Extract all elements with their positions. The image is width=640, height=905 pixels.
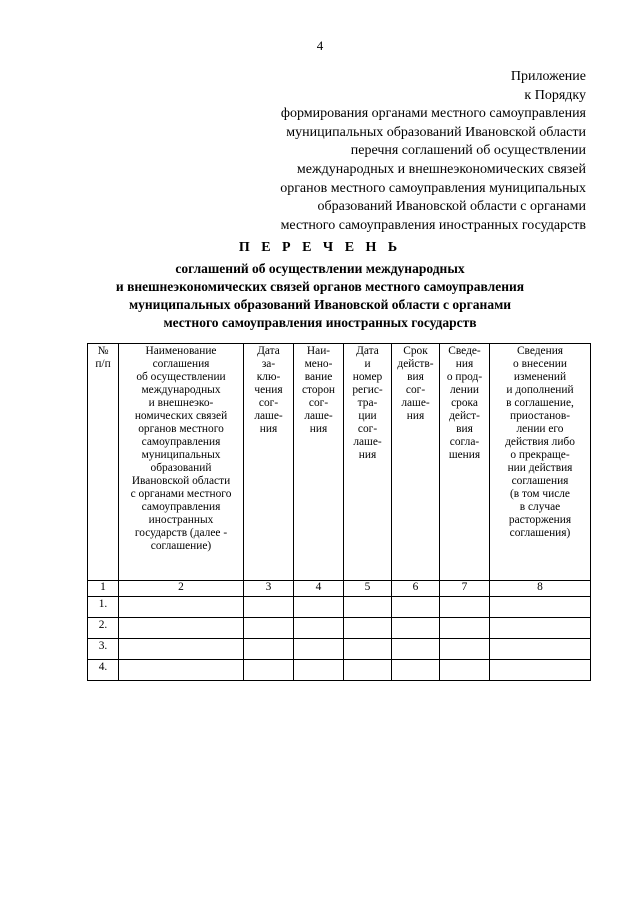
header-line: № xyxy=(97,345,109,357)
appendix-line: местного самоуправления иностранных государств xyxy=(280,217,586,233)
appendix-line: к Порядку xyxy=(524,87,586,103)
table-cell xyxy=(392,660,440,681)
header-line: с органами местного xyxy=(130,488,232,500)
header-line: регис- xyxy=(352,384,383,396)
subtitle-line: и внешнеэкономических связей органов местного самоуправления xyxy=(115,279,525,294)
header-line: муниципальных xyxy=(141,449,221,461)
header-line: согла- xyxy=(449,436,480,448)
table-cell xyxy=(440,660,490,681)
header-line: ния xyxy=(455,358,474,370)
header-line: Наи- xyxy=(306,345,331,357)
header-line: Наименование xyxy=(145,345,217,357)
header-line: лении xyxy=(449,384,480,396)
header-line: ции xyxy=(358,410,377,422)
row-number: 2. xyxy=(88,618,119,639)
header-line: номер xyxy=(352,371,383,383)
table-cell xyxy=(294,639,344,660)
table-cell xyxy=(490,618,591,639)
table-cell xyxy=(244,639,294,660)
table-cell xyxy=(440,597,490,618)
header-line: и xyxy=(364,358,371,370)
table-cell xyxy=(392,597,440,618)
subtitle-line: муниципальных образований Ивановской области с органами xyxy=(128,297,512,312)
table-cell xyxy=(392,618,440,639)
header-cell-extension xyxy=(440,344,490,581)
header-line: вия xyxy=(456,423,473,435)
header-line: о прод- xyxy=(446,371,483,383)
header-line: за- xyxy=(261,358,276,370)
header-line: международных xyxy=(141,384,221,396)
appendix-block xyxy=(280,68,586,235)
header-line: сог- xyxy=(357,423,378,435)
header-line: Срок xyxy=(403,345,428,357)
header-line: приостанов- xyxy=(509,410,571,422)
table-cell xyxy=(344,597,392,618)
row-number: 3. xyxy=(88,639,119,660)
header-line: соглашения xyxy=(511,475,569,487)
header-line: лаше- xyxy=(304,410,333,422)
column-number: 5 xyxy=(344,581,392,597)
header-line: государств (далее - xyxy=(134,527,228,539)
appendix-line: муниципальных образований Ивановской области xyxy=(286,124,586,140)
header-line: самоуправления xyxy=(141,501,221,513)
header-line: тра- xyxy=(357,397,378,409)
appendix-line: перечня соглашений об осуществлении xyxy=(350,143,586,159)
header-line: расторжения xyxy=(508,514,572,526)
header-line: номических связей xyxy=(134,410,228,422)
column-number: 8 xyxy=(490,581,591,597)
header-line: ния xyxy=(309,423,328,435)
header-line: сог- xyxy=(405,384,426,396)
header-cell-registration xyxy=(344,344,392,581)
table-cell xyxy=(119,639,244,660)
header-line: Ивановской области xyxy=(131,475,231,487)
header-line: Сведения xyxy=(516,345,564,357)
table-cell xyxy=(294,618,344,639)
appendix-line: Приложение xyxy=(510,69,586,84)
header-line: ния xyxy=(259,423,278,435)
header-line: сог- xyxy=(258,397,279,409)
header-line: вание xyxy=(304,371,333,383)
table-cell xyxy=(490,639,591,660)
header-line: соглашения xyxy=(152,358,210,370)
header-line: лаше- xyxy=(254,410,283,422)
table-row xyxy=(88,618,591,639)
header-line: лении его xyxy=(516,423,564,435)
subtitle-line: соглашений об осуществлении международных xyxy=(175,261,465,276)
header-line: дейст- xyxy=(449,410,480,422)
agreements-table xyxy=(87,343,591,681)
table-cell xyxy=(244,597,294,618)
header-line: шения xyxy=(448,449,481,461)
header-line: органов местного xyxy=(138,423,224,435)
header-line: в соглашение, xyxy=(506,397,574,409)
appendix-line: органов местного самоуправления муниципальных xyxy=(280,180,586,196)
table-cell xyxy=(344,639,392,660)
document-subtitle xyxy=(0,260,640,332)
header-cell-parties xyxy=(294,344,344,581)
header-line: Дата xyxy=(257,345,280,357)
table-cell xyxy=(119,597,244,618)
header-line: ния xyxy=(358,449,377,461)
header-line: об осуществлении xyxy=(136,371,226,383)
table-cell xyxy=(244,660,294,681)
header-line: (в том числе xyxy=(509,488,570,500)
header-line: срока xyxy=(451,397,478,409)
table-cell xyxy=(294,597,344,618)
page-number: 4 xyxy=(316,38,324,53)
table-cell xyxy=(344,618,392,639)
table-cell xyxy=(490,597,591,618)
header-line: действ- xyxy=(397,358,434,370)
header-line: иностранных xyxy=(148,514,214,526)
column-number: 7 xyxy=(440,581,490,597)
column-number: 1 xyxy=(88,581,119,597)
column-number: 4 xyxy=(294,581,344,597)
header-line: сторон xyxy=(301,384,336,396)
header-line: образований xyxy=(150,462,212,474)
table-row xyxy=(88,660,591,681)
header-line: действия либо xyxy=(505,436,575,448)
header-line: сог- xyxy=(308,397,329,409)
table-cell xyxy=(294,660,344,681)
table-row xyxy=(88,639,591,660)
header-line: п/п xyxy=(95,358,111,370)
header-line: Сведе- xyxy=(448,345,481,357)
header-line: в случае xyxy=(519,501,561,513)
document-title: П Е Р Е Ч Е Н Ь xyxy=(238,240,402,255)
header-line: и дополнений xyxy=(506,384,574,396)
table-cell xyxy=(440,639,490,660)
table-cell xyxy=(119,618,244,639)
header-line: нии действия xyxy=(507,462,573,474)
header-line: лаше- xyxy=(401,397,430,409)
table-cell xyxy=(440,618,490,639)
header-line: о прекраще- xyxy=(510,449,570,461)
header-line: клю- xyxy=(256,371,281,383)
table-cell xyxy=(119,660,244,681)
subtitle-line: местного самоуправления иностранных государств xyxy=(163,315,477,330)
table-cell xyxy=(344,660,392,681)
header-line: Дата xyxy=(356,345,379,357)
table-cell xyxy=(244,618,294,639)
row-number: 1. xyxy=(88,597,119,618)
column-number-row xyxy=(88,581,591,597)
row-number: 4. xyxy=(88,660,119,681)
header-cell-term xyxy=(392,344,440,581)
table-cell xyxy=(490,660,591,681)
header-line: соглашения) xyxy=(509,527,571,539)
header-line: вия xyxy=(407,371,424,383)
header-line: и внешнеэко- xyxy=(148,397,214,409)
column-number: 3 xyxy=(244,581,294,597)
header-line: чения xyxy=(254,384,283,396)
header-cell-conclusion-date xyxy=(244,344,294,581)
header-cell-number xyxy=(88,344,119,581)
appendix-line: образований Ивановской области с органами xyxy=(317,199,586,215)
table-cell xyxy=(392,639,440,660)
header-line: лаше- xyxy=(353,436,382,448)
header-line: ния xyxy=(406,410,425,422)
column-number: 2 xyxy=(119,581,244,597)
header-line: соглашение) xyxy=(150,540,212,552)
header-line: изменений xyxy=(513,371,567,383)
appendix-line: формирования органами местного самоуправления xyxy=(280,106,586,122)
header-line: мено- xyxy=(304,358,333,370)
header-line: о внесении xyxy=(513,358,567,370)
appendix-line: международных и внешнеэкономических связей xyxy=(296,161,586,177)
header-line: самоуправления xyxy=(141,436,221,448)
header-cell-amendments xyxy=(490,344,591,581)
table-row xyxy=(88,597,591,618)
header-cell-name xyxy=(119,344,244,581)
column-number: 6 xyxy=(392,581,440,597)
header-row xyxy=(88,344,591,581)
